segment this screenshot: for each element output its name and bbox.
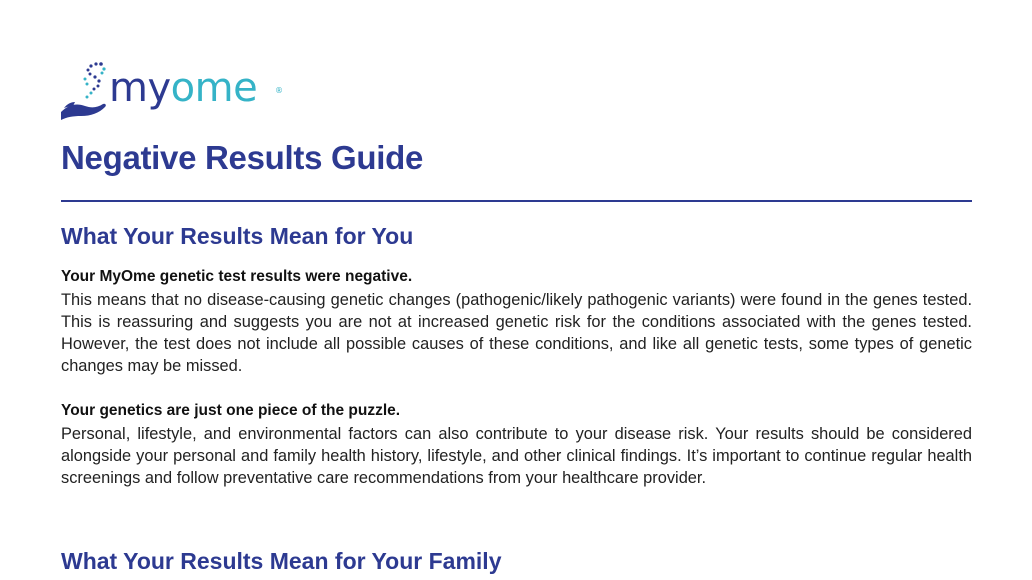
page-title: Negative Results Guide — [61, 139, 424, 176]
paragraph: This means that no disease-causing genetic changes (pathogenic/likely pathogenic variants) were found in the genes tested. This is reassuring and suggests you are not at increased genetic risk for the conditions associated with the genes tested. However, the test does not include all possible causes of these conditions, and like all genetic tests, some types of genetic changes may be missed. — [61, 291, 972, 375]
lead-statement: Your genetics are just one piece of the puzzle. — [61, 402, 401, 419]
dna-hand-icon — [61, 60, 113, 124]
registered-mark: ® — [275, 86, 283, 95]
title-divider — [61, 200, 972, 202]
results-negative-block — [61, 266, 972, 377]
paragraph: Personal, lifestyle, and environmental factors can also contribute to your disease risk. Your results should be considered alongside your personal and family health history, lifestyle, and other clinical findings. It’s important to continue regular health screenings and follow preventative care recommendations from your healthcare provider. — [61, 425, 972, 487]
myome-logo — [61, 60, 301, 124]
lead-statement: Your MyOme genetic test results were negative. — [61, 268, 413, 285]
section-heading-family: What Your Results Mean for Your Family — [61, 548, 502, 574]
logo-wordmark: myome — [109, 65, 258, 111]
section-heading-you: What Your Results Mean for You — [61, 223, 414, 249]
puzzle-block — [61, 400, 972, 489]
